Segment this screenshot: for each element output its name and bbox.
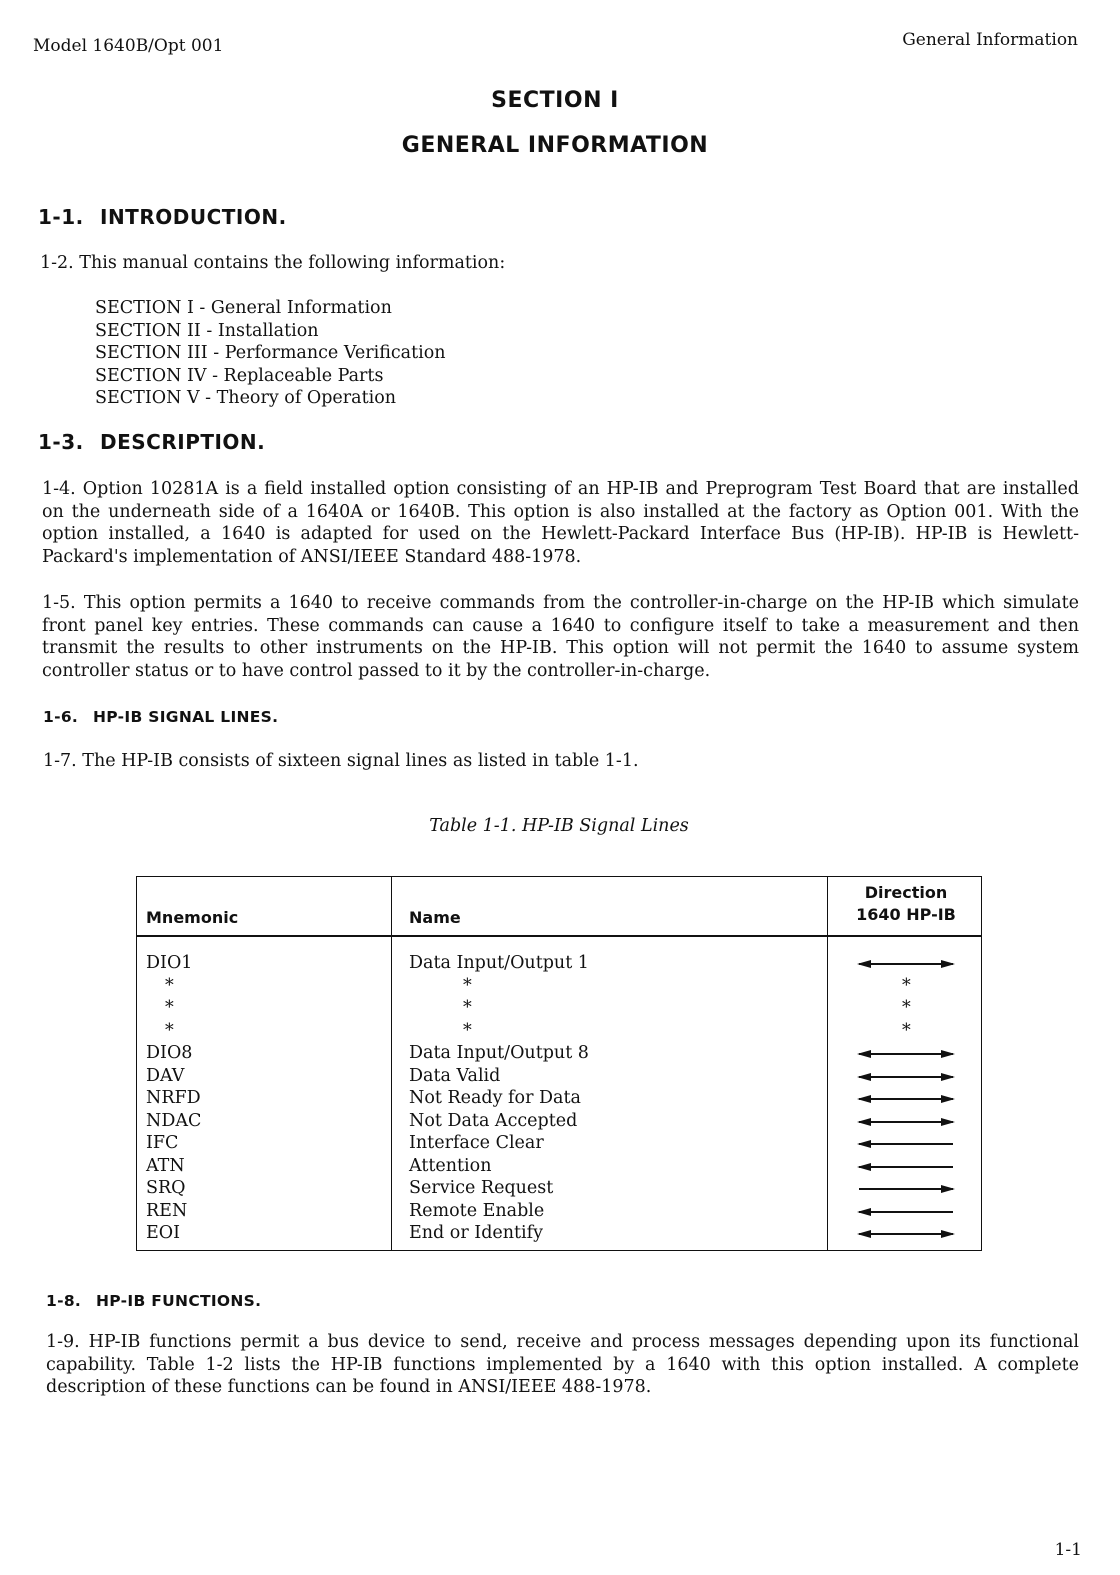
table-cell-direction (855, 1155, 955, 1178)
sections-list-item: SECTION II - Installation (95, 320, 319, 341)
table-cell-name: Data Input/Output 1 (409, 953, 589, 973)
direction-arrow-icon (855, 1222, 955, 1244)
table-cell-mnemonic: EOI (146, 1223, 181, 1243)
table-cell-direction (855, 1177, 955, 1200)
table-cell-direction: * (902, 1020, 911, 1041)
table-cell-name: * (463, 1020, 472, 1041)
direction-arrow-icon (855, 1110, 955, 1132)
table-cell-name: Service Request (409, 1178, 554, 1198)
direction-arrow-icon (855, 1132, 955, 1154)
paragraph-1-5: 1-5. This option permits a 1640 to receive commands from the controller-in-charge on the HP-IB which simulate front panel key entries. These commands can cause a 1640 to configure itself to take a measurement and then transmit the results to other instruments on the HP-IB. This option will not permit the 1640 to assume system controller status or to have control passed to it by the controller-in-charge. (42, 593, 1079, 681)
table-cell-direction: * (902, 998, 911, 1018)
table-cell-direction: * (902, 975, 911, 996)
table-cell-direction (855, 1065, 955, 1088)
heading-description (38, 430, 265, 454)
sections-list-item: SECTION V - Theory of Operation (95, 388, 397, 408)
table-cell-name: * (463, 998, 472, 1018)
paragraph-1-4: 1-4. Option 10281A is a field installed option consisting of an HP-IB and Preprogram Test Board that are installed on the underneath side of a 1640A or 1640B. This option is also installed at the factory as Option 001. With the option installed, a 1640 is adapted for used on the Hewlett-Packard Interface Bus (HP-IB). HP-IB is Hewlett-Packard's implementation of ANSI/IEEE Standard 488-1978. (42, 479, 1079, 567)
table-cell-name: Data Valid (409, 1065, 501, 1086)
page-number: 1-1 (1054, 1540, 1082, 1560)
table-cell-mnemonic: NRFD (146, 1088, 201, 1108)
table-cell-direction (855, 1222, 955, 1245)
paragraph-1-7: 1-7. The HP-IB consists of sixteen signal lines as listed in table 1-1. (43, 751, 639, 771)
table-caption: Table 1-1. HP-IB Signal Lines (429, 816, 689, 836)
heading-signal-lines (43, 708, 278, 726)
table-cell-mnemonic: DAV (146, 1065, 185, 1086)
table-cell-name: Not Ready for Data (409, 1088, 581, 1108)
table-cell-mnemonic: * (165, 975, 174, 996)
paragraph-1-2: 1-2. This manual contains the following information: (40, 253, 506, 273)
table-cell-direction (855, 1110, 955, 1133)
table-cell-direction (855, 1042, 955, 1065)
sections-list-item: SECTION IV - Replaceable Parts (95, 365, 384, 386)
heading-number: 1-8. (46, 1292, 82, 1310)
header-section-name: General Information (902, 30, 1078, 50)
table-cell-name: * (463, 975, 472, 996)
direction-arrow-icon (855, 1200, 955, 1222)
table-cell-name: Not Data Accepted (409, 1110, 578, 1131)
table-cell-name: End or Identify (409, 1223, 544, 1243)
table-column-divider (827, 877, 828, 1250)
table-cell-name: Interface Clear (409, 1133, 544, 1153)
table-cell-direction (855, 1087, 955, 1110)
heading-text: DESCRIPTION. (100, 430, 266, 454)
direction-arrow-icon (855, 1042, 955, 1064)
signal-lines-table (136, 876, 982, 1251)
table-cell-name: Data Input/Output 8 (409, 1043, 589, 1063)
direction-arrow-icon (855, 952, 955, 974)
direction-arrow-icon (855, 1155, 955, 1177)
table-cell-direction (855, 1132, 955, 1155)
table-cell-direction (855, 952, 955, 975)
heading-number: 1-1. (38, 205, 84, 229)
heading-text: INTRODUCTION. (100, 205, 287, 229)
direction-arrow-icon (855, 1065, 955, 1087)
section-subtitle: GENERAL INFORMATION (401, 133, 709, 158)
table-cell-mnemonic: * (165, 998, 174, 1018)
table-column-divider (391, 877, 392, 1250)
table-cell-mnemonic: IFC (146, 1133, 179, 1153)
sections-list-item: SECTION I - General Information (95, 298, 392, 318)
table-cell-mnemonic: * (165, 1020, 174, 1041)
heading-text: HP-IB FUNCTIONS. (96, 1292, 262, 1310)
table-cell-name: Remote Enable (409, 1200, 545, 1221)
table-cell-mnemonic: SRQ (146, 1178, 186, 1198)
direction-arrow-icon (855, 1177, 955, 1199)
heading-number: 1-6. (43, 708, 79, 726)
sections-list-item: SECTION III - Performance Verification (95, 343, 446, 363)
table-header-rule (137, 935, 981, 937)
direction-arrow-icon (855, 1087, 955, 1109)
heading-text: HP-IB SIGNAL LINES. (93, 708, 279, 726)
table-cell-direction (855, 1200, 955, 1223)
table-cell-mnemonic: REN (146, 1200, 188, 1221)
table-cell-mnemonic: DIO8 (146, 1043, 193, 1063)
column-header-direction-sub: 1640 HP-IB (856, 905, 956, 924)
table-cell-mnemonic: NDAC (146, 1110, 202, 1131)
header-model: Model 1640B/Opt 001 (33, 36, 224, 56)
section-title: SECTION I (491, 88, 619, 113)
table-cell-mnemonic: DIO1 (146, 953, 193, 973)
column-header-name: Name (409, 908, 461, 927)
table-cell-name: Attention (409, 1155, 492, 1176)
heading-number: 1-3. (38, 430, 84, 454)
heading-functions (46, 1292, 261, 1310)
column-header-mnemonic: Mnemonic (146, 908, 239, 927)
column-header-direction: Direction (864, 883, 948, 902)
table-cell-mnemonic: ATN (146, 1155, 185, 1176)
sections-list (95, 297, 446, 410)
heading-introduction (38, 205, 287, 229)
paragraph-1-9: 1-9. HP-IB functions permit a bus device to send, receive and process messages depending upon its functional capability. Table 1-2 lists the HP-IB functions implemented by a 1640 with this option installed. A complete description of these functions can be found in ANSI/IEEE 488-1978. (46, 1332, 1079, 1397)
